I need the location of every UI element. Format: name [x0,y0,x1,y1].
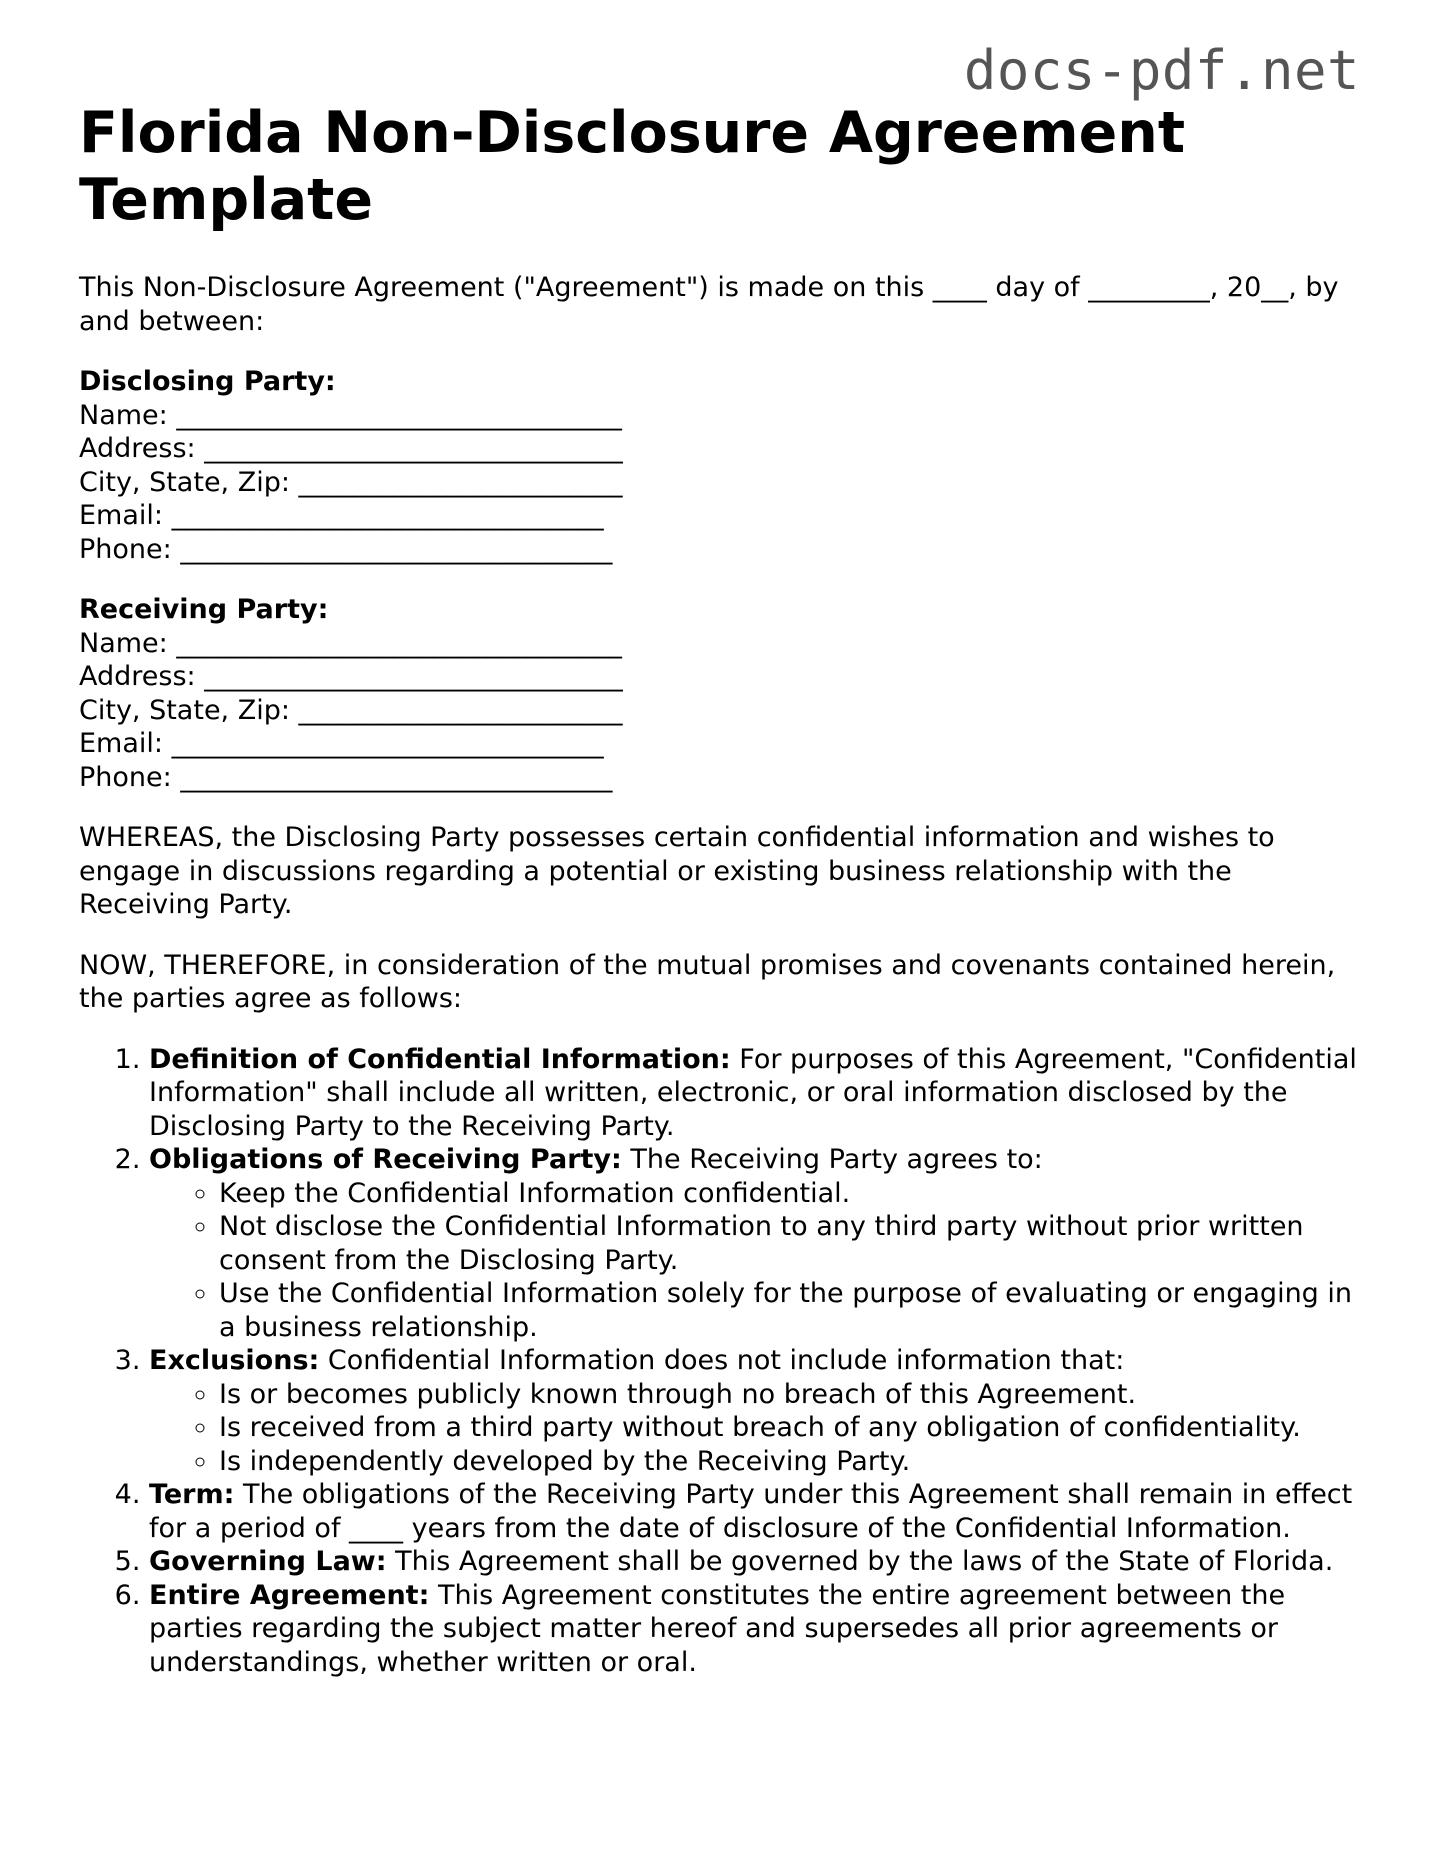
term-label: Entire Agreement: [149,1579,430,1611]
receiving-address-field: Address: _______________________________ [79,661,623,692]
term-text: For purposes of this Agreement, "Confidential Information" shall include all written, electronic, or oral information disclosed by the Disclosing Party to the Receiving Party. [149,1043,1357,1142]
disclosing-email-field: Email: ________________________________ [79,500,604,531]
disclosing-address-field: Address: _______________________________ [79,433,623,464]
sub-list-item: ◦ Is received from a third party without breach of any obligation of confidentiality. [219,1411,1369,1445]
sub-list-item: ◦ Use the Confidential Information solely for the purpose of evaluating or engaging in a business relationship. [219,1277,1369,1344]
sub-list [149,1378,1369,1479]
receiving-city-state-zip-field: City, State, Zip: ________________________ [79,694,623,726]
document-body [79,271,1369,1679]
disclosing-party-block [79,365,1369,566]
term-item [149,1478,1369,1545]
term-text: This Agreement constitutes the entire agreement between the parties regarding the subject matter hereof and supersedes all prior agreements or understandings, whether written or oral. [149,1579,1286,1678]
term-item [149,1344,1369,1478]
sub-list-item: ◦ Not disclose the Confidential Information to any third party without prior written consent from the Disclosing Party. [219,1210,1369,1277]
term-text: The Receiving Party agrees to: [621,1144,1043,1175]
sub-list [149,1177,1369,1345]
disclosing-party-heading: Disclosing Party: [79,366,336,397]
receiving-phone-field: Phone: ________________________________ [79,761,613,793]
term-label: Governing Law: [149,1546,387,1577]
term-label: Exclusions: [149,1345,320,1376]
term-label: Definition of Confidential Information: [149,1043,731,1075]
term-text: Confidential Information does not include information that: [319,1345,1125,1376]
term-item [149,1143,1369,1344]
term-label: Obligations of Receiving Party: [149,1144,622,1175]
term-item [149,1043,1369,1144]
term-item [149,1545,1369,1579]
watermark: docs-pdf.net [963,39,1360,102]
terms-list [79,1043,1369,1680]
receiving-name-field: Name: _________________________________ [79,627,622,659]
term-item [149,1579,1369,1680]
term-text: This Agreement shall be governed by the laws of the State of Florida. [386,1546,1334,1577]
term-text: The obligations of the Receiving Party under this Agreement shall remain in effect for a period of ____ years from the date of disclosure of the Confidential Information. [149,1479,1353,1544]
sub-list-item: ◦ Keep the Confidential Information confidential. [219,1177,1369,1211]
sub-list-item: ◦ Is independently developed by the Receiving Party. [219,1445,1369,1479]
receiving-party-heading: Receiving Party: [79,594,329,625]
document-title: Florida Non-Disclosure Agreement Template [79,100,1186,233]
disclosing-phone-field: Phone: ________________________________ [79,533,613,565]
term-label: Term: [149,1479,235,1510]
whereas-paragraph: WHEREAS, the Disclosing Party possesses certain confidential information and wishes to engage in discussions regarding a potential or existing business relationship with the Receiving Party. [79,822,1275,920]
receiving-email-field: Email: ________________________________ [79,728,604,759]
receiving-party-block [79,593,1369,794]
intro-paragraph: This Non-Disclosure Agreement ("Agreement") is made on this ____ day of _________, 20__, by and between: [79,272,1339,337]
therefore-paragraph: NOW, THEREFORE, in consideration of the mutual promises and covenants contained herein, the parties agree as follows: [79,949,1336,1014]
disclosing-city-state-zip-field: City, State, Zip: ________________________ [79,466,623,498]
sub-list-item: ◦ Is or becomes publicly known through no breach of this Agreement. [219,1378,1369,1412]
disclosing-name-field: Name: _________________________________ [79,399,622,431]
